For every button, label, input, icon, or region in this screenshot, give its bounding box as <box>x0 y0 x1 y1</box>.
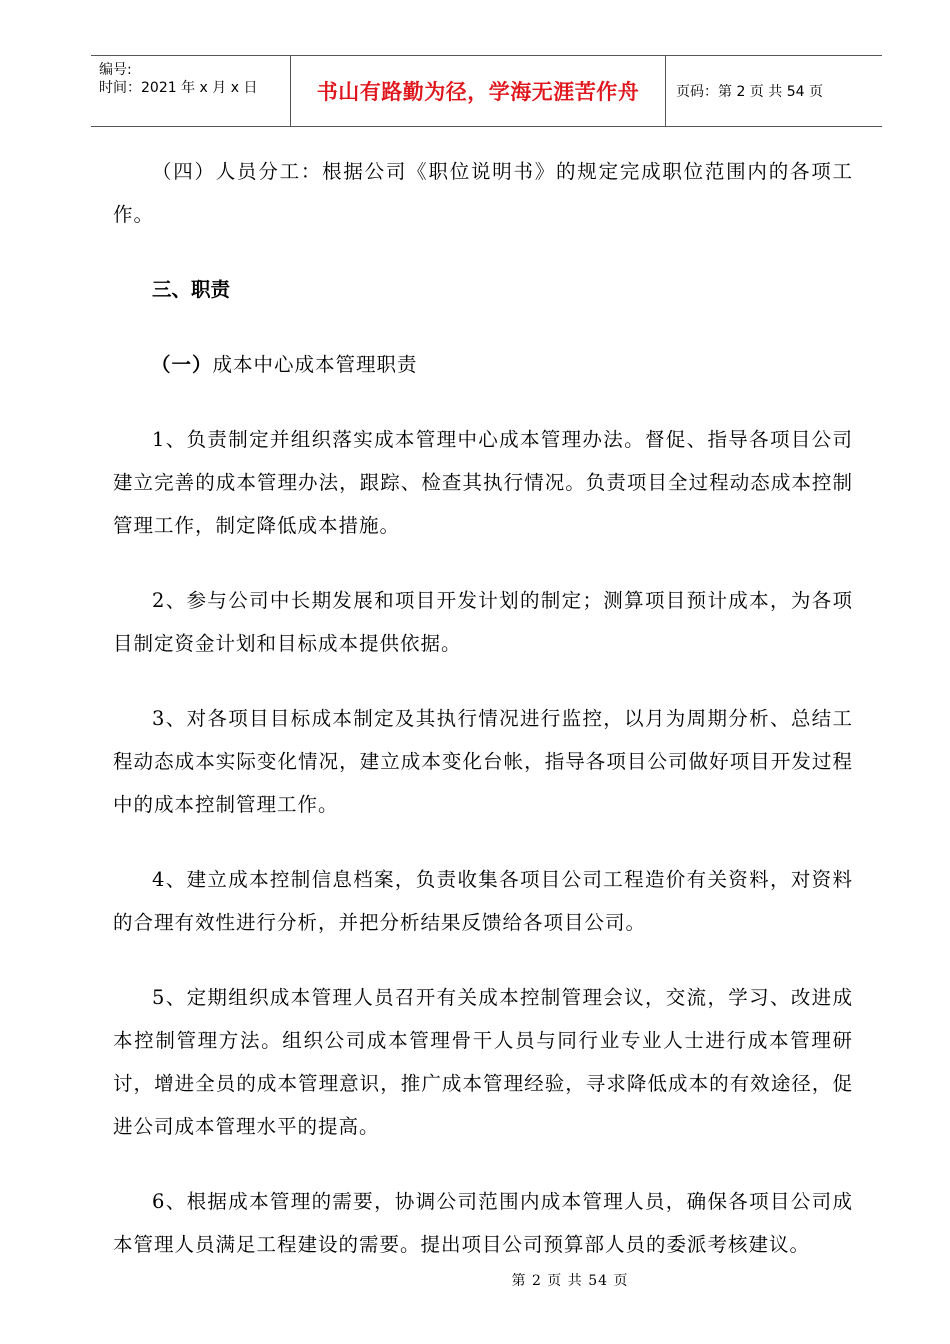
duty-item-4: 4、建立成本控制信息档案，负责收集各项目公司工程造价有关资料，对资料的合理有效性进行分析，并把分析结果反馈给各项目公司。 <box>113 868 853 934</box>
duty-item-2: 2、参与公司中长期发展和项目开发计划的制定；测算项目预计成本，为各项目制定资金计划和目标成本提供依据。 <box>113 589 853 655</box>
document-time: 时间：2021 年 x 月 x 日 <box>99 80 258 96</box>
section-title: 三、职责 <box>152 278 231 301</box>
header-page-info: 页码：第 2 页 共 54 页 <box>676 84 823 100</box>
subsection-text: 成本中心成本管理职责 <box>212 353 418 376</box>
subsection-number: （一） <box>151 353 213 376</box>
duty-item-3: 3、对各项目目标成本制定及其执行情况进行监控，以月为周期分析、总结工程动态成本实际变化情况，建立成本变化台帐，指导各项目公司做好项目开发过程中的成本控制管理工作。 <box>113 707 853 816</box>
duty-item-6: 6、根据成本管理的需要，协调公司范围内成本管理人员，确保各项目公司成本管理人员满足工程建设的需要。提出项目公司预算部人员的委派考核建议。 <box>113 1190 853 1256</box>
subsection-title <box>113 343 853 386</box>
header-meta <box>91 56 291 126</box>
document-header <box>91 55 882 127</box>
duty-item-5: 5、定期组织成本管理人员召开有关成本控制管理会议，交流，学习、改进成本控制管理方法。组织公司成本管理骨干人员与同行业专业人士进行成本管理研讨，增进全员的成本管理意识，推广成本管理经验，寻求降低成本的有效途径，促进公司成本管理水平的提高。 <box>113 986 853 1138</box>
header-motto: 书山有路勤为径，学海无涯苦作舟 <box>291 56 666 126</box>
document-body <box>113 150 853 1266</box>
duty-item-1: 1、负责制定并组织落实成本管理中心成本管理办法。督促、指导各项目公司建立完善的成本管理办法，跟踪、检查其执行情况。负责项目全过程动态成本控制管理工作，制定降低成本措施。 <box>113 428 853 537</box>
paragraph-staffing: （四）人员分工：根据公司《职位说明书》的规定完成职位范围内的各项工作。 <box>113 160 853 226</box>
page-footer: 第 2 页 共 54 页 <box>511 1273 629 1289</box>
document-number-label: 编号: <box>99 62 132 78</box>
